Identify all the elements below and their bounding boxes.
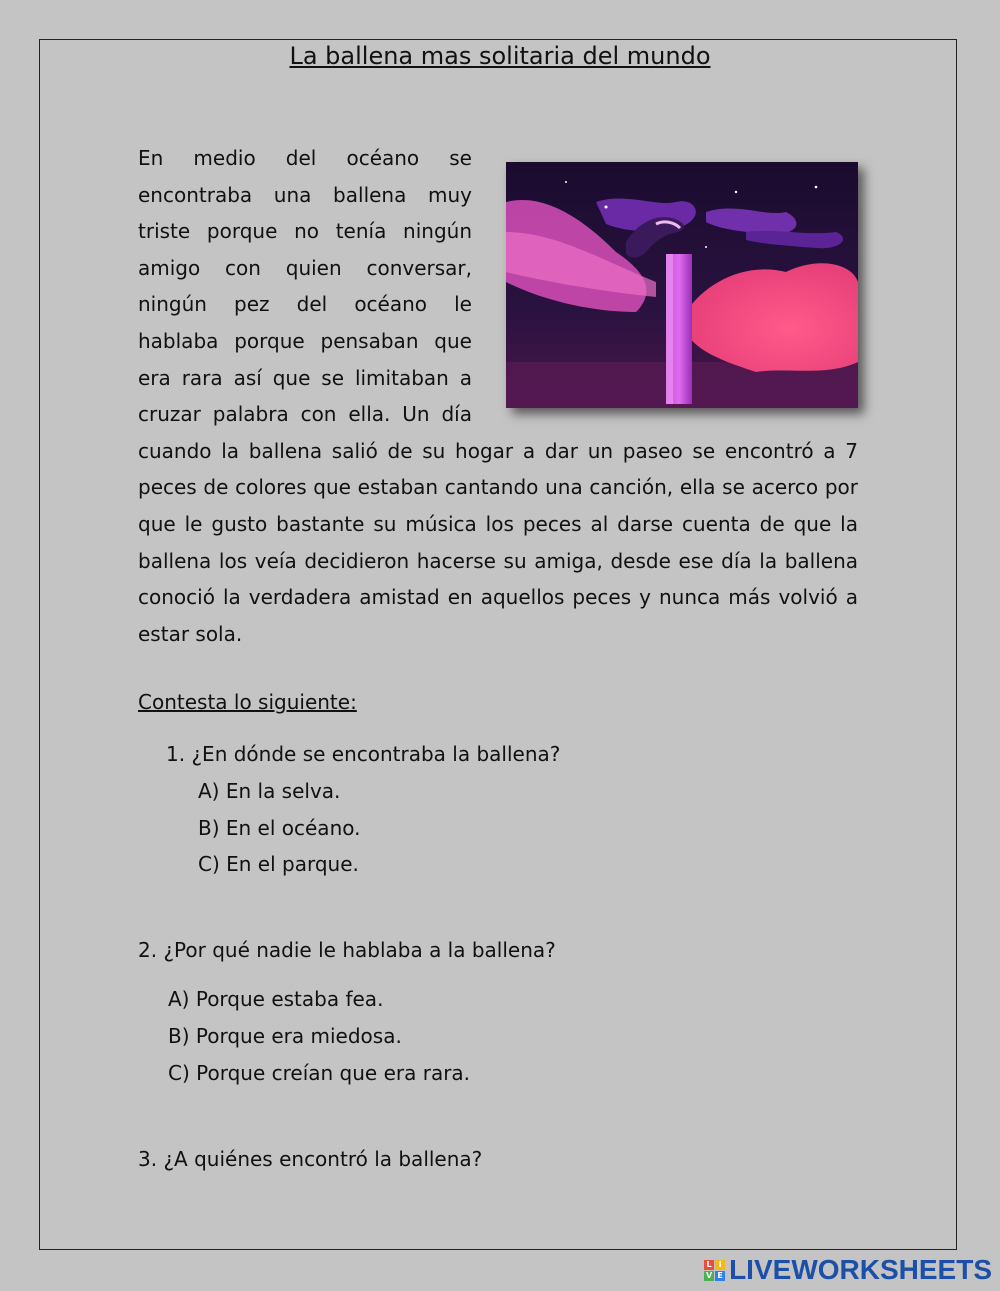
question-2: 2. ¿Por qué nadie le hablaba a la ballena? xyxy=(138,938,556,962)
story-block xyxy=(138,140,858,652)
question-1-option-c[interactable]: C) En el parque. xyxy=(198,852,359,876)
whale-illustration xyxy=(506,162,858,408)
question-2-option-c[interactable]: C) Porque creían que era rara. xyxy=(168,1061,471,1085)
question-1-option-a[interactable]: A) En la selva. xyxy=(198,779,341,803)
questions-heading: Contesta lo siguiente: xyxy=(138,690,357,714)
liveworksheets-logo-icon: L I V E xyxy=(704,1260,725,1281)
worksheet-title: La ballena mas solitaria del mundo xyxy=(289,42,711,70)
whale-image xyxy=(506,162,858,408)
question-1-option-b[interactable]: B) En el océano. xyxy=(198,816,361,840)
question-2-option-b[interactable]: B) Porque era miedosa. xyxy=(168,1024,402,1048)
watermark-text: LIVEWORKSHEETS xyxy=(729,1254,992,1285)
liveworksheets-watermark xyxy=(704,1254,992,1286)
story-text: En medio del océano se encontraba una ballena muy triste porque no tenía ningún amigo con quien conversar, ningún pez del océano le hablaba porque pensaban que era rara así que se limitaban a cruzar palabra con ella. Un día cuando la ballena salió de su hogar a dar un paseo se encontró a 7 peces de colores que estaban cantando una canción, ella se acerco por que le gusto bastante su música los peces al darse cuenta de que la ballena los veía decidieron hacerse su amiga, desde ese día la ballena conoció la verdadera amistad en aquellos peces y nunca más volvió a estar sola. xyxy=(138,146,858,646)
question-3: 3. ¿A quiénes encontró la ballena? xyxy=(138,1147,483,1171)
question-2-option-a[interactable]: A) Porque estaba fea. xyxy=(168,987,384,1011)
question-1: 1. ¿En dónde se encontraba la ballena? xyxy=(166,742,561,766)
